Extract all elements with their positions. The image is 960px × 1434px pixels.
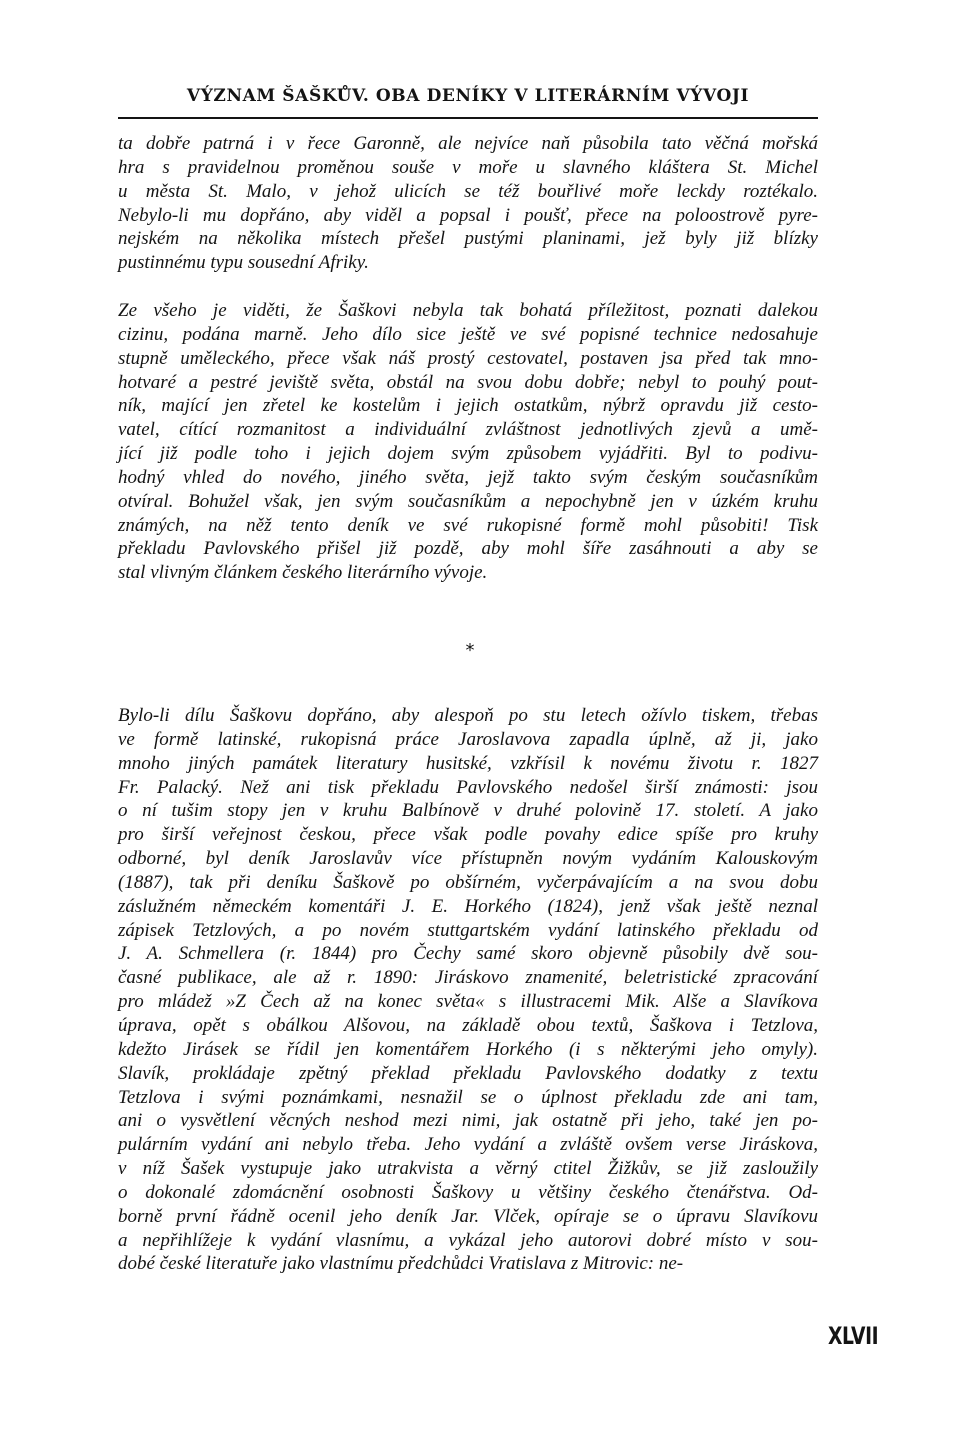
text-line: ve formě latinské, rukopisná práce Jaroslavova zapadla úplně, až ji, jako — [118, 728, 818, 750]
paragraph-3 — [118, 704, 818, 1276]
text-line: u města St. Malo, v jehož ulicích se též bouřlivé moře leckdy roztékalo. — [118, 180, 818, 202]
text-line: úprava, opět s obálkou Alšovou, na základě obou textů, Šaškova i Tetzlova, — [118, 1014, 818, 1036]
text-line: pulárním vydání ani nebylo třeba. Jeho vydání a zvláště ovšem verse Jiráskova, — [118, 1134, 818, 1156]
text-line: známých, na něž tento deník ve své rukopisné formě mohl působiti! Tisk — [118, 514, 818, 536]
text-line: vatel, cítící rozmanitost a individuální zvláštnost jednotlivých zjevů a umě- — [118, 419, 818, 441]
text-line: odborné, byl deník Jaroslavův více přístupněn novým vydáním Kalouskovým — [118, 848, 818, 870]
text-line: v níž Šašek vystupuje jako utrakvista a věrný ctitel Žižkův, se již zasloužily — [118, 1158, 818, 1180]
text-line: o ní tušim stopy jen v kruhu Balbínově v druhé polovině 17. století. A jako — [118, 800, 818, 822]
text-line: pro širší veřejnost českou, přece však podle povahy edice spíše pro kruhy — [118, 824, 818, 846]
text-line: borně první řádně ocenil jeho deník Jar. Vlček, opíraje se o úpravu Slavíkovu — [118, 1205, 818, 1227]
section-separator: * — [465, 640, 475, 661]
text-line: o dokonalé zdomácnění osobnosti Šaškovy u většiny českého čtenářstva. Od- — [118, 1181, 818, 1203]
text-line: jící již podle toho i jejich dojem svým způsobem vyjádřiti. Byl to podivu- — [118, 443, 818, 465]
text-line: stupně uměleckého, přece však náš prostý cestovatel, postaven jsa před tak mno- — [118, 347, 818, 369]
page-number: XLVII — [828, 1322, 879, 1350]
text-line: pustinnému typu sousední Afriky. — [118, 252, 369, 274]
paragraph-1 — [118, 132, 818, 275]
text-line: dobé české literatuře jako vlastnímu předchůdci Vratislava z Mitrovic: ne- — [118, 1253, 684, 1275]
text-line: hodný vhled do nového, jiného světa, jejž takto svým českým současníkům — [118, 466, 818, 488]
text-line: stal vlivným článkem českého literárního vývoje. — [118, 562, 488, 584]
text-line: Fr. Palacký. Než ani tisk překladu Pavlovského nedošel širší známosti: jsou — [118, 776, 818, 798]
text-line: a nepřihlížeje k vydání vlasnímu, a vykázal jeho autorovi dobré místo v sou- — [118, 1229, 818, 1251]
text-line: zápisek Tetzlových, a po novém stuttgartském vydání latinského překladu od — [118, 919, 818, 941]
text-line: záslužném německém komentáři J. E. Horkého (1824), jenž však ještě neznal — [118, 895, 818, 917]
paragraph-2 — [118, 299, 818, 585]
text-line: Nebylo-li mu dopřáno, aby viděl a popsal i poušť, přece na poloostrově pyre- — [118, 204, 818, 226]
text-line: pro mládež »Z Čech až na konec světa« s illustracemi Mik. Alše a Slavíkova — [118, 991, 818, 1013]
text-line: nejském na několika místech přešel pustými planinami, jež byly již blízky — [118, 228, 818, 250]
text-line: překladu Pavlovského přišel již pozdě, aby mohl šíře zasáhnouti a aby se — [118, 538, 818, 560]
text-line: kdežto Jirásek se řídil jen komentářem Horkého (i s některými jeho omyly). — [118, 1038, 818, 1060]
text-line: hra s pravidelnou proměnou souše v moře u slavného kláštera St. Michel — [118, 156, 818, 178]
text-line: cizinu, podána marně. Jeho dílo sice ještě ve své popisné technice nedosahuje — [118, 323, 818, 345]
text-line: mnoho jiných památek literatury husitské, vzkřísil k novému životu r. 1827 — [118, 752, 818, 774]
text-line: ta dobře patrná i v řece Garonně, ale nejvíce naň působila tato věčná mořská — [118, 133, 818, 154]
text-line: Bylo-li dílu Šaškovu dopřáno, aby alespoň po stu letech ožívlo tiskem, třebas — [118, 705, 818, 726]
text-line: J. A. Schmellera (r. 1844) pro Čechy samé skoro objevně působily dvě sou- — [118, 943, 818, 965]
text-line: Ze všeho je viděti, že Šaškovi nebyla tak bohatá příležitost, poznati dalekou — [118, 300, 818, 321]
text-line: ník, mající jen zřetel ke kostelům i jejich ostatkům, nýbrž opravdu již cesto- — [118, 395, 818, 417]
running-head: VÝZNAM ŠAŠKŮV. OBA DENÍKY V LITERÁRNÍM VÝVOJI — [186, 86, 750, 106]
text-line: časné publikace, ale až r. 1890: Jiráskovo znamenité, beletristické zpracování — [118, 967, 818, 989]
text-line: Slavík, prokládaje zpětný překlad překladu Pavlovského dodatky z textu — [118, 1062, 818, 1084]
text-line: (1887), tak při deníku Šaškově po obšírném, vyčerpávajícím a na svou dobu — [118, 871, 818, 893]
header-rule — [118, 117, 818, 119]
text-line: hotvaré a pestré jeviště světa, obstál na svou dobu dobře; nebyl to pouhý pout- — [118, 371, 818, 393]
text-line: Tetzlova i svými poznámkami, nesnažil se o úplnost překladu zde ani tam, — [118, 1086, 818, 1108]
text-line: otvíral. Bohužel však, jen svým současníkům a nepochybně jen v úzkém kruhu — [118, 490, 818, 512]
text-line: ani o vysvětlení věcných neshod mezi nimi, jak ostatně při jeho, také jen po- — [118, 1110, 818, 1132]
